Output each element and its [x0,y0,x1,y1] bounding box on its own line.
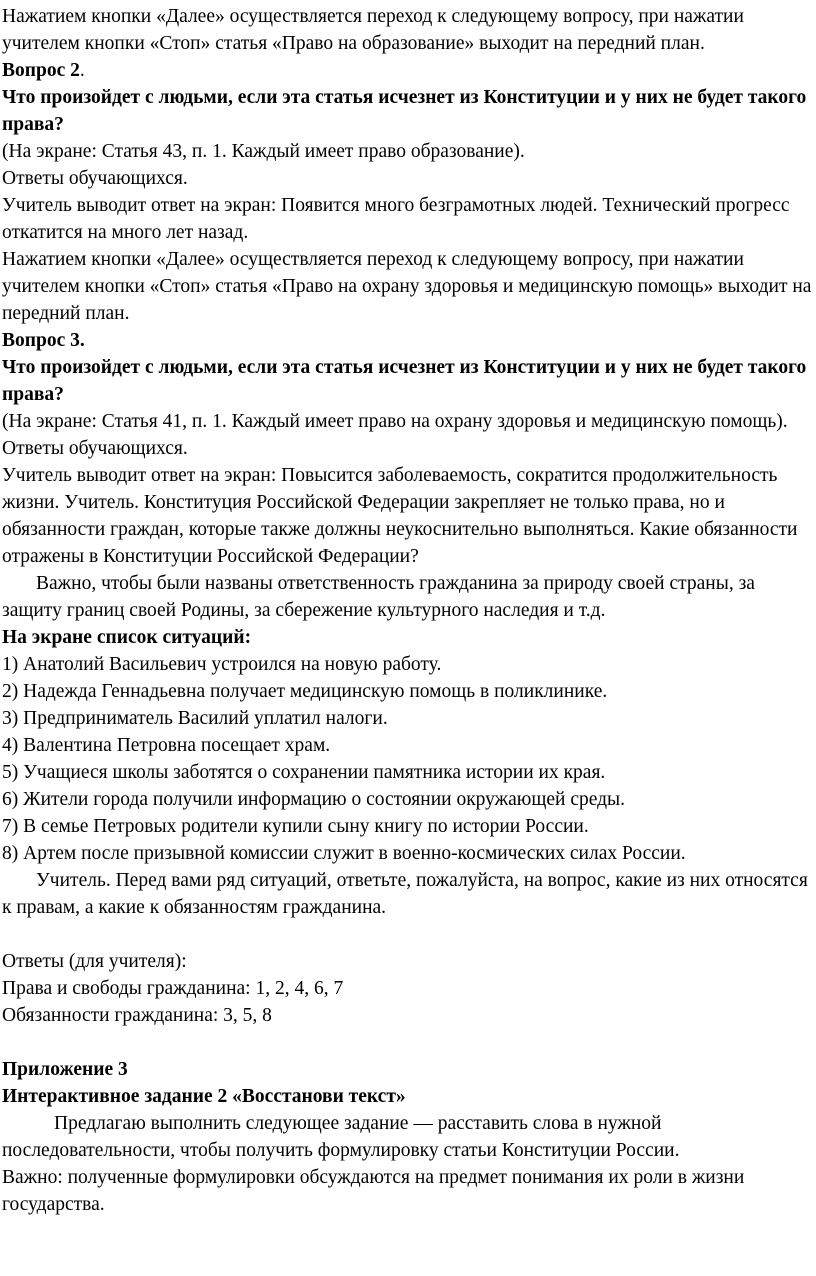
question-3-label: Вопрос 3. [2,330,85,351]
teacher-prompt: Учитель. Перед вами ряд ситуаций, ответьте, пожалуйста, на вопрос, какие из них относятся к правам, а какие к обязанностям гражданина. [2,870,808,918]
situations-list [2,651,816,867]
task-title: Интерактивное задание 2 «Восстанови текст» [2,1086,406,1107]
transition-paragraph: Нажатием кнопки «Далее» осуществляется переход к следующему вопросу, при нажатии учителем кнопки «Стоп» статья «Право на охрану здоровья и медицинскую помощь» выходит на передний план. [2,249,812,324]
question-2-dot: . [79,60,85,81]
list-item: 5) Учащиеся школы заботятся о сохранении памятника истории их края. [2,762,606,783]
list-item: 2) Надежда Геннадьевна получает медицинскую помощь в поликлинике. [2,681,608,702]
situations-heading: На экране список ситуаций: [2,627,252,648]
important-note: Важно, чтобы были названы ответственность гражданина за природу своей страны, за защиту границ своей Родины, за сбережение культурного наследия и т.д. [2,573,755,621]
question-3-screen-text: (На экране: Статья 41, п. 1. Каждый имеет право на охрану здоровья и медицинскую помощь). [2,411,788,432]
list-item: 3) Предприниматель Василий уплатил налоги. [2,708,388,729]
rights-answer: Права и свободы гражданина: 1, 2, 4, 6, 7 [2,978,344,999]
intro-paragraph: Нажатием кнопки «Далее» осуществляется переход к следующему вопросу, при нажатии учителем кнопки «Стоп» статья «Право на образование» выходит на передний план. [2,6,744,54]
answers-heading: Ответы (для учителя): [2,951,187,972]
question-3-student-answers: Ответы обучающихся. [2,438,188,459]
question-2-heading [2,57,816,84]
appendix-title: Приложение 3 [2,1059,128,1080]
duties-answer: Обязанности гражданина: 3, 5, 8 [2,1005,272,1026]
list-item: 1) Анатолий Васильевич устроился на новую работу. [2,654,442,675]
blank-line [2,1029,816,1056]
list-item: 8) Артем после призывной комиссии служит в военно-космических силах России. [2,843,686,864]
task-text: Предлагаю выполнить следующее задание — расставить слова в нужной последовательности, чтобы получить формулировку статьи Конституции России. [2,1113,680,1161]
question-2-teacher-answer: Учитель выводит ответ на экран: Появится много безграмотных людей. Технический прогресс откатится на много лет назад. [2,195,790,243]
question-3-text: Что произойдет с людьми, если эта статья исчезнет из Конституции и у них не будет такого права? [2,357,807,405]
question-2-label: Вопрос 2 [2,60,80,81]
question-2-text: Что произойдет с людьми, если эта статья исчезнет из Конституции и у них не будет такого права? [2,87,807,135]
task-text-paragraph [2,1110,816,1164]
blank-line [2,921,816,948]
list-item: 4) Валентина Петровна посещает храм. [2,735,331,756]
question-2-screen-text: (На экране: Статья 43, п. 1. Каждый имеет право образование). [2,141,525,162]
list-item: 6) Жители города получили информацию о состоянии окружающей среды. [2,789,626,810]
list-item: 7) В семье Петровых родители купили сыну книгу по истории России. [2,816,589,837]
question-2-student-answers: Ответы обучающихся. [2,168,188,189]
question-3-teacher-answer: Учитель выводит ответ на экран: Повысится заболеваемость, сократится продолжительность жизни. Учитель. Конституция Российской Федерации закрепляет не только права, но и обязанности граждан, которые также должны неукоснительно выполняться. Какие обязанности отражены в Конституции Российской Федерации? [2,465,798,567]
task-note: Важно: полученные формулировки обсуждаются на предмет понимания их роли в жизни государства. [2,1167,745,1215]
